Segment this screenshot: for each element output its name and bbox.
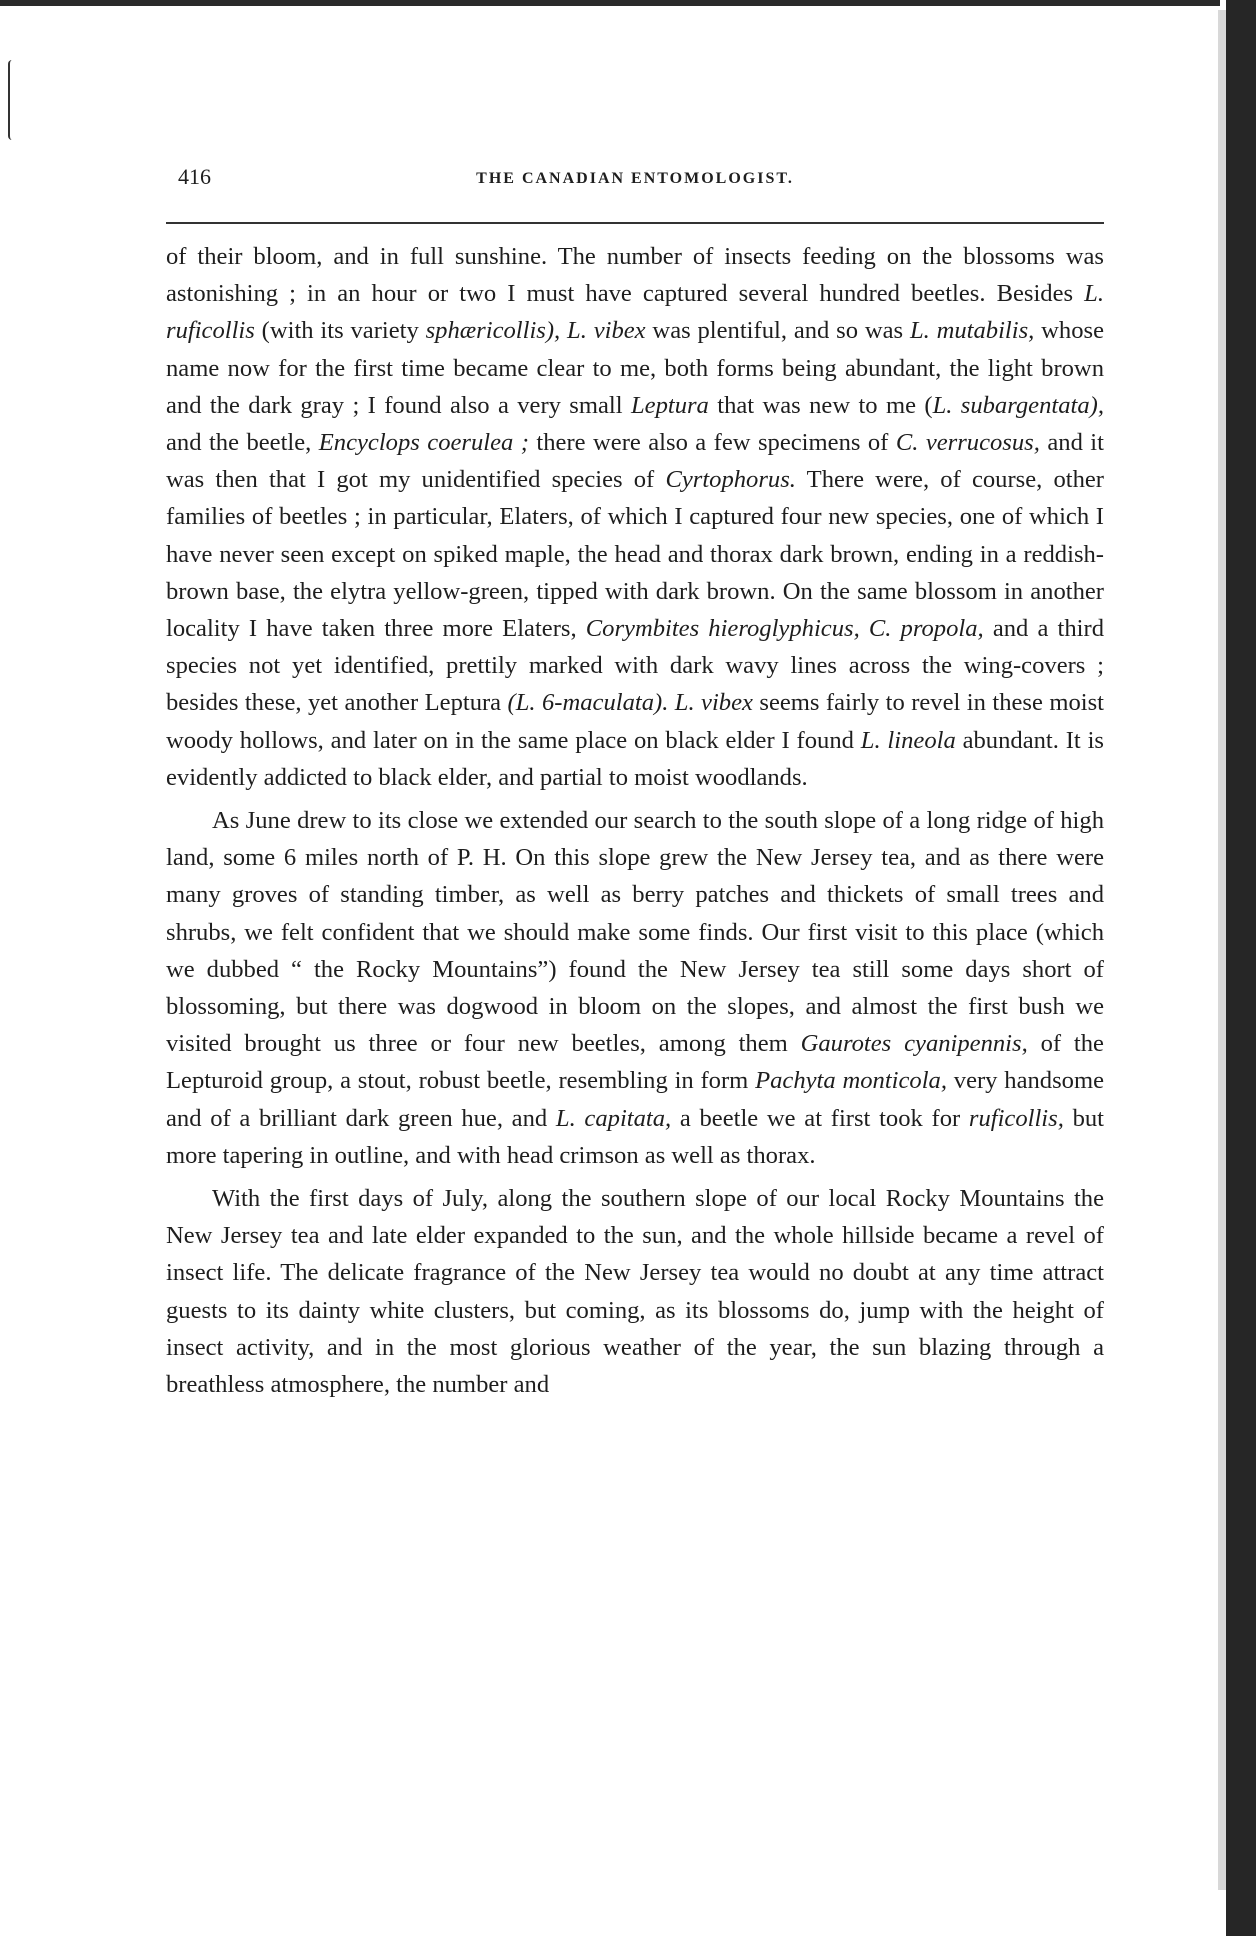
species-name: L. lineola — [860, 726, 956, 754]
species-name: Pachyta monticola, — [755, 1067, 947, 1095]
text-run: and the beetle, — [166, 429, 319, 457]
text-run: and a third species not yet identified, prettily marked with dark wavy lines across the wing-covers ; besides these, yet another Leptura — [166, 615, 1104, 717]
scan-right-edge — [1226, 0, 1256, 1936]
page-header — [166, 160, 1104, 200]
scan-left-mark — [8, 60, 18, 140]
page — [166, 160, 1104, 1403]
text-run: of their bloom, and in full sunshine. The number of insects feeding on the blossoms was astonishing ; in an hour or two I must have captured several hundred beetles. Besides — [166, 243, 1104, 308]
text-run: was plentiful, and so was — [645, 317, 910, 345]
text-run: and it was then that I got my unidentified species of — [166, 429, 1104, 494]
text-run: With the first days of July, along the southern slope of our local Rocky Mountains the New Jersey tea and late elder expanded to the sun, and the whole hillside became a revel of insect life. The delicate fragrance of the New Jersey tea would no doubt at any time attract guests to its dainty white clusters, but coming, as its blossoms do, jump with the height of insect activity, and in the most glorious weather of the year, the sun blazing through a breathless atmosphere, the number and — [166, 1185, 1104, 1399]
species-name: L. mutabilis, — [909, 317, 1035, 345]
text-run: a beetle we at first took for — [671, 1104, 969, 1132]
paragraph — [166, 238, 1104, 796]
species-name: ruficollis, — [968, 1104, 1064, 1132]
species-name: sphæricollis), — [425, 317, 561, 345]
text-run: There were, of course, other families of beetles ; in particular, Elaters, of which I captured four new species, one of which I have never seen except on spiked maple, the head and thorax dark brown, ending in a reddish-brown base, the elytra yellow-green, tipped with dark brown. On the same blossom in another locality I have taken three more Elaters, — [166, 466, 1104, 643]
species-name: Encyclops coerulea ; — [318, 429, 529, 457]
species-name: (L. 6-maculata). L. vibex — [507, 689, 753, 717]
text-run: seems fairly to revel in these moist woody hollows, and later on in the same place on black elder I found — [166, 689, 1104, 754]
text-run: very handsome and of a brilliant dark green hue, and — [166, 1067, 1104, 1132]
running-title: THE CANADIAN ENTOMOLOGIST. — [476, 170, 794, 187]
page-number: 416 — [178, 164, 211, 189]
text-run: abundant. It is evidently addicted to black elder, and partial to moist woodlands. — [166, 726, 1105, 791]
text-run: there were also a few specimens of — [528, 429, 896, 457]
text-run: but more tapering in outline, and with head crimson as well as thorax. — [166, 1104, 1104, 1169]
scan-binding-shadow — [1218, 10, 1226, 1890]
species-name: Leptura — [630, 391, 709, 419]
species-name: Gaurotes cyanipennis, — [800, 1030, 1028, 1058]
paragraph — [166, 1180, 1104, 1403]
body-text — [166, 238, 1104, 1403]
text-run: As June drew to its close we extended our search to the south slope of a long ridge of high land, some 6 miles north of P. H. On this slope grew the New Jersey tea, and as there were many groves of standing timber, as well as berry patches and thickets of small trees and shrubs, we felt confident that we should make some finds. Our first visit to this place (which we dubbed “ the Rocky Mountains”) found the New Jersey tea still some days short of blossoming, but there was dogwood in bloom on the slopes, and almost the first bush we visited brought us three or four new beetles, among them — [166, 807, 1104, 1058]
species-name: Cyrtophorus. — [665, 466, 796, 494]
species-name: L. capitata, — [555, 1104, 672, 1132]
paragraph — [166, 802, 1104, 1174]
species-name: L. subargentata), — [932, 391, 1104, 419]
species-name: L. ruficollis — [166, 280, 1104, 345]
species-name: Corymbites hieroglyphicus, C. propola, — [585, 615, 984, 643]
text-run: that was new to me ( — [708, 391, 933, 419]
text-run: (with its variety — [254, 317, 426, 345]
header-rule — [166, 222, 1104, 224]
species-name: L. vibex — [567, 317, 646, 345]
text-run: of the Lepturoid group, a stout, robust beetle, resembling in form — [166, 1030, 1104, 1095]
species-name: C. verrucosus, — [895, 429, 1040, 457]
scan-top-edge — [0, 0, 1220, 6]
text-run: whose name now for the first time became clear to me, both forms being abundant, the light brown and the dark gray ; I found also a very small — [166, 317, 1105, 419]
